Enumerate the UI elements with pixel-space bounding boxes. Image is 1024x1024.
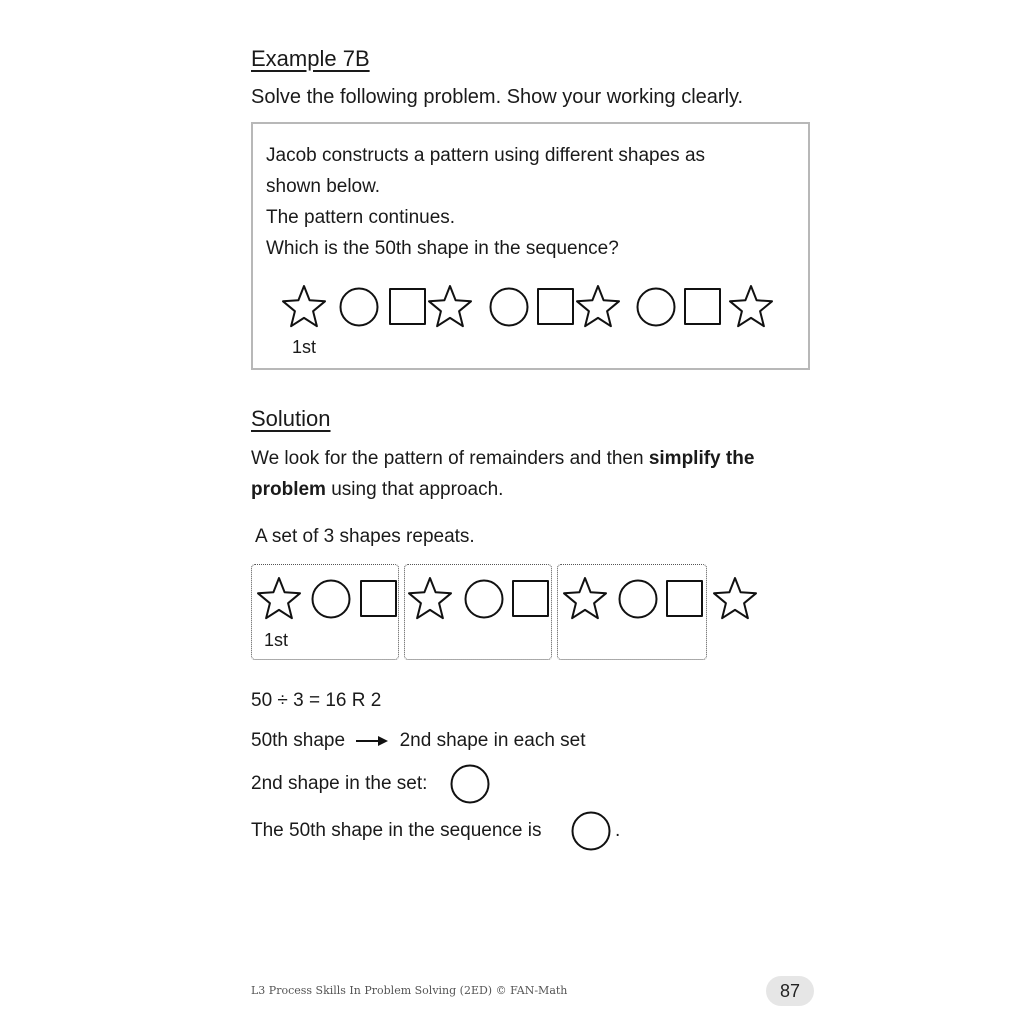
- star-icon: [283, 286, 325, 326]
- set-statement: A set of 3 shapes repeats.: [255, 526, 475, 547]
- square-icon: [685, 289, 720, 324]
- page-number: 87: [766, 976, 814, 1006]
- circle-icon: [341, 289, 378, 326]
- square-icon: [390, 289, 425, 324]
- star-icon: [577, 286, 619, 326]
- footer-text: L3 Process Skills In Problem Solving (2ED) © FAN-Math: [251, 984, 568, 997]
- square-icon: [538, 289, 573, 324]
- answer-text: The 50th shape in the sequence is: [251, 820, 542, 841]
- circle-icon: [491, 289, 528, 326]
- example-title: Example 7B: [251, 46, 370, 71]
- solution-intro-part-b: using that approach.: [325, 479, 504, 500]
- solution-intro-bold-2: problem: [251, 479, 326, 500]
- solution-intro-part-a: We look for the pattern of remainders and then: [251, 448, 649, 469]
- circle-icon: [450, 764, 492, 806]
- star-icon: [714, 578, 756, 618]
- problem-shape-sequence: [280, 283, 780, 333]
- solution-intro-bold-1: simplify the: [648, 448, 755, 469]
- star-icon: [564, 578, 606, 618]
- problem-line-3: The pattern continues.: [266, 207, 456, 228]
- problem-first-label: 1st: [292, 337, 317, 357]
- solution-title: Solution: [251, 406, 331, 431]
- problem-line-2: shown below.: [266, 176, 381, 197]
- star-icon: [409, 578, 451, 618]
- square-icon: [361, 581, 396, 616]
- circle-icon: [571, 811, 613, 853]
- instruction-text: Solve the following problem. Show your working clearly.: [251, 86, 744, 108]
- division-equation: 50 ÷ 3 = 16 R 2: [251, 690, 382, 711]
- answer-line: [251, 815, 541, 846]
- star-icon: [258, 578, 300, 618]
- mapping-left-text: 50th shape: [251, 730, 346, 751]
- solution-intro: [251, 443, 821, 505]
- circle-icon: [313, 581, 350, 618]
- second-shape-text: 2nd shape in the set:: [251, 773, 428, 794]
- right-arrow-icon: [354, 734, 390, 748]
- star-icon: [429, 286, 471, 326]
- answer-period: .: [615, 820, 621, 841]
- problem-text: [266, 140, 705, 264]
- square-icon: [667, 581, 702, 616]
- second-shape-line: [251, 768, 427, 799]
- circle-icon: [620, 581, 657, 618]
- circle-icon: [638, 289, 675, 326]
- solution-first-label: 1st: [264, 630, 289, 650]
- circle-icon: [466, 581, 503, 618]
- problem-line-1: Jacob constructs a pattern using different shapes as: [266, 145, 706, 166]
- problem-line-4: Which is the 50th shape in the sequence?: [266, 238, 619, 259]
- mapping-line: [251, 725, 586, 756]
- square-icon: [513, 581, 548, 616]
- mapping-right-text: 2nd shape in each set: [399, 730, 586, 751]
- star-icon: [730, 286, 772, 326]
- solution-shape-sequence: [255, 575, 765, 625]
